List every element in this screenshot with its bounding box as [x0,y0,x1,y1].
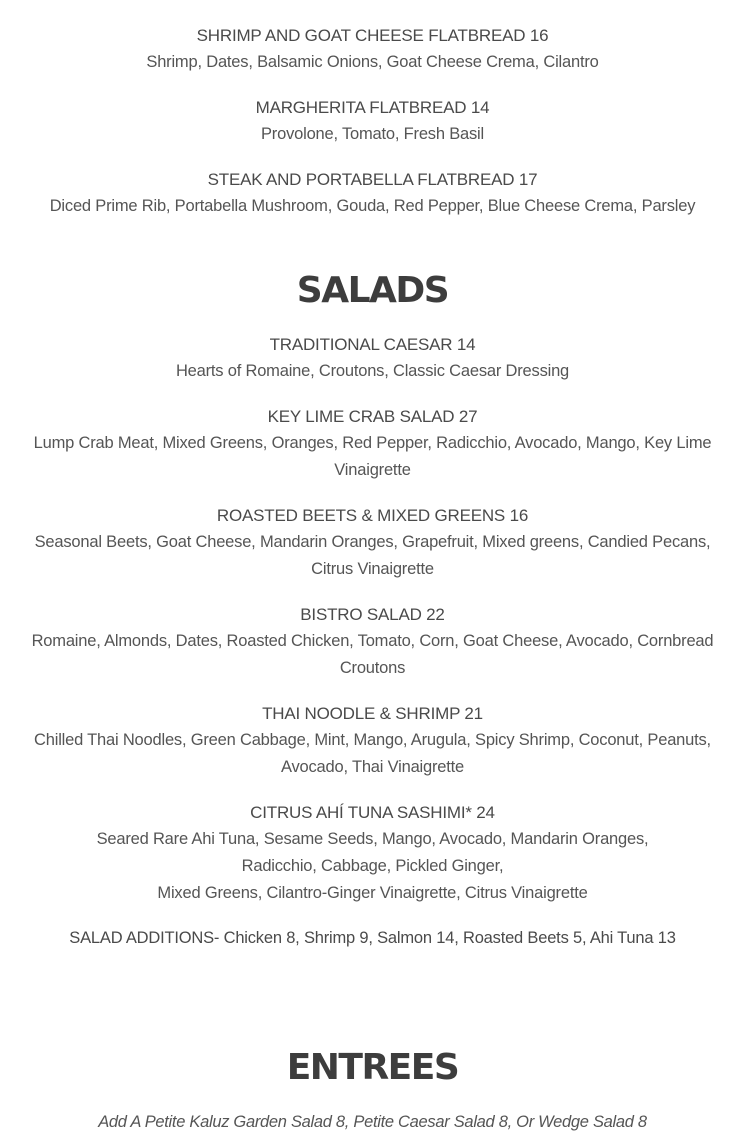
menu-item-description-continued: Mixed Greens, Cilantro-Ginger Vinaigrette, Citrus Vinaigrette [157,884,588,902]
menu-item [20,799,725,907]
menu-item-description: Shrimp, Dates, Balsamic Onions, Goat Cheese Crema, Cilantro [146,53,599,71]
menu-item [20,601,725,682]
menu-item-description: Lump Crab Meat, Mixed Greens, Oranges, Red Pepper, Radicchio, Avocado, Mango, Key Lime Vinaigrette [33,434,712,479]
menu-item-title: ROASTED BEETS & MIXED GREENS 16 [216,506,529,525]
section-heading-salads: SALADS [296,270,449,311]
menu-item [20,403,725,484]
menu-item-description: Seared Rare Ahi Tuna, Sesame Seeds, Mango, Avocado, Mandarin Oranges, Radicchio, Cabbage, Pickled Ginger, [96,830,649,875]
menu-item-description: Chilled Thai Noodles, Green Cabbage, Mint, Mango, Arugula, Spicy Shrimp, Coconut, Peanuts, Avocado, Thai Vinaigrette [34,731,711,776]
salad-additions: SALAD ADDITIONS- Chicken 8, Shrimp 9, Salmon 14, Roasted Beets 5, Ahi Tuna 13 [69,929,676,947]
menu-item [20,22,725,76]
menu-item [20,94,725,148]
menu-item-description: Romaine, Almonds, Dates, Roasted Chicken, Tomato, Corn, Goat Cheese, Avocado, Cornbread Croutons [31,632,714,677]
menu-item-description: Hearts of Romaine, Croutons, Classic Caesar Dressing [175,362,570,380]
menu-item-title: BISTRO SALAD 22 [300,605,445,624]
menu-item-title: SHRIMP AND GOAT CHEESE FLATBREAD 16 [196,26,549,45]
entrees-note: Add A Petite Kaluz Garden Salad 8, Petite Caesar Salad 8, Or Wedge Salad 8 [98,1113,647,1131]
menu-item-title: KEY LIME CRAB SALAD 27 [267,407,478,426]
menu-item [20,331,725,385]
menu-item [20,166,725,220]
menu-item-description: Diced Prime Rib, Portabella Mushroom, Gouda, Red Pepper, Blue Cheese Crema, Parsley [49,197,696,215]
menu-item-description: Seasonal Beets, Goat Cheese, Mandarin Oranges, Grapefruit, Mixed greens, Candied Pecans, Citrus Vinaigrette [34,533,711,578]
menu-item-title: THAI NOODLE & SHRIMP 21 [262,704,483,723]
menu-item [20,700,725,781]
menu-item-title: MARGHERITA FLATBREAD 14 [255,98,490,117]
menu-item-title: STEAK AND PORTABELLA FLATBREAD 17 [207,170,538,189]
menu-item-description: Provolone, Tomato, Fresh Basil [261,125,484,143]
section-heading-entrees: ENTREES [286,1047,459,1088]
menu-item-title: TRADITIONAL CAESAR 14 [269,335,476,354]
menu-item [20,502,725,583]
menu-item-title: CITRUS AHÍ TUNA SASHIMI* 24 [250,803,495,822]
